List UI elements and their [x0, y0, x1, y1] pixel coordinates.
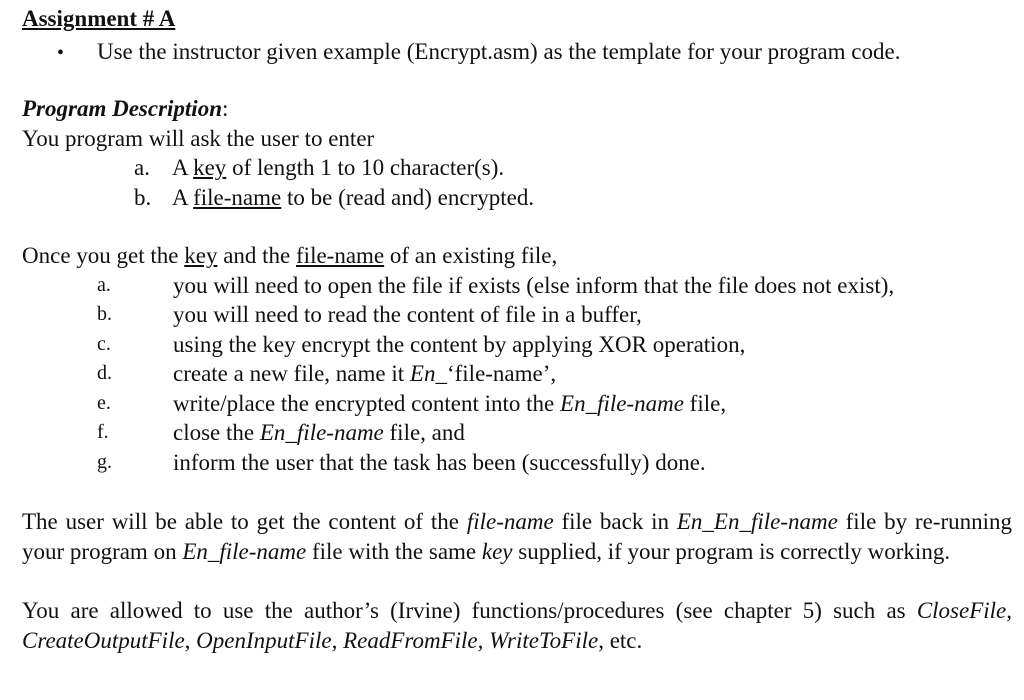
steps-lead: Once you get the key and the file-name of an existing file,: [22, 243, 558, 268]
step-text: write/place the encrypted content into the En_file-name file,: [173, 390, 727, 416]
step-text: close the En_file-name file, and: [173, 420, 465, 445]
step-marker: b.: [97, 303, 112, 325]
rerun-paragraph: The user will be able to get the content of the file-name file back in En_En_file-name file by re-running your program on En_file-name file with the same key supplied, if your program is correctly working.: [22, 509, 1012, 564]
step-text: you will need to open the file if exists (else inform that the file does not exist),: [173, 272, 895, 298]
file-name-term: file-name: [296, 243, 385, 268]
step-marker: g.: [97, 450, 112, 473]
intro-bullet: [22, 37, 1012, 69]
document: [22, 4, 1012, 655]
step-marker: c.: [97, 332, 111, 355]
step-marker: a.: [97, 273, 111, 296]
list-item-text: A file-name to be (read and) encrypted.: [172, 184, 535, 210]
step-marker: e.: [97, 391, 111, 414]
step-item: [22, 300, 1012, 330]
step-text: using the key encrypt the content by applying XOR operation,: [173, 331, 746, 357]
step-marker: f.: [97, 421, 109, 443]
input-requirements-list: [22, 153, 1012, 212]
file-name-term: file-name: [193, 184, 282, 210]
step-item: [22, 359, 1012, 389]
assignment-title: Assignment # A: [22, 6, 176, 31]
key-term: key: [184, 243, 218, 268]
input-requirement-item: [22, 153, 1012, 183]
heading-colon: :: [221, 96, 229, 121]
allowed-functions-paragraph: You are allowed to use the author’s (Irvine) functions/procedures (see chapter 5) such as CloseFile, CreateOutputFile, OpenInputFile, ReadFromFile, WriteToFile, etc.: [22, 598, 1012, 653]
step-item: [22, 271, 1012, 301]
step-item: [22, 418, 1012, 448]
intro-bullet-text: Use the instructor given example (Encrypt.asm) as the template for your program code.: [97, 38, 901, 64]
list-marker: b.: [134, 184, 152, 210]
function-list: CloseFile, CreateOutputFile, OpenInputFile, ReadFromFile, WriteToFile: [22, 598, 1012, 653]
program-description-lead: You program will ask the user to enter: [22, 125, 375, 151]
input-requirement-item: [22, 183, 1012, 213]
step-text: you will need to read the content of file in a buffer,: [173, 302, 642, 327]
bullet-marker: •: [57, 41, 65, 64]
steps-list: [22, 271, 1012, 478]
list-item-text: A key of length 1 to 10 character(s).: [172, 155, 505, 180]
step-item: [22, 330, 1012, 360]
program-description-heading: [22, 94, 1012, 124]
step-item: [22, 389, 1012, 419]
step-text: inform the user that the task has been (successfully) done.: [173, 449, 706, 475]
program-description-heading-text: Program Description: [22, 96, 222, 121]
step-marker: d.: [97, 362, 112, 384]
step-item: [22, 448, 1012, 478]
key-term: key: [193, 155, 227, 180]
step-text: create a new file, name it En_‘file-name’,: [173, 361, 557, 386]
list-marker: a.: [134, 155, 150, 180]
